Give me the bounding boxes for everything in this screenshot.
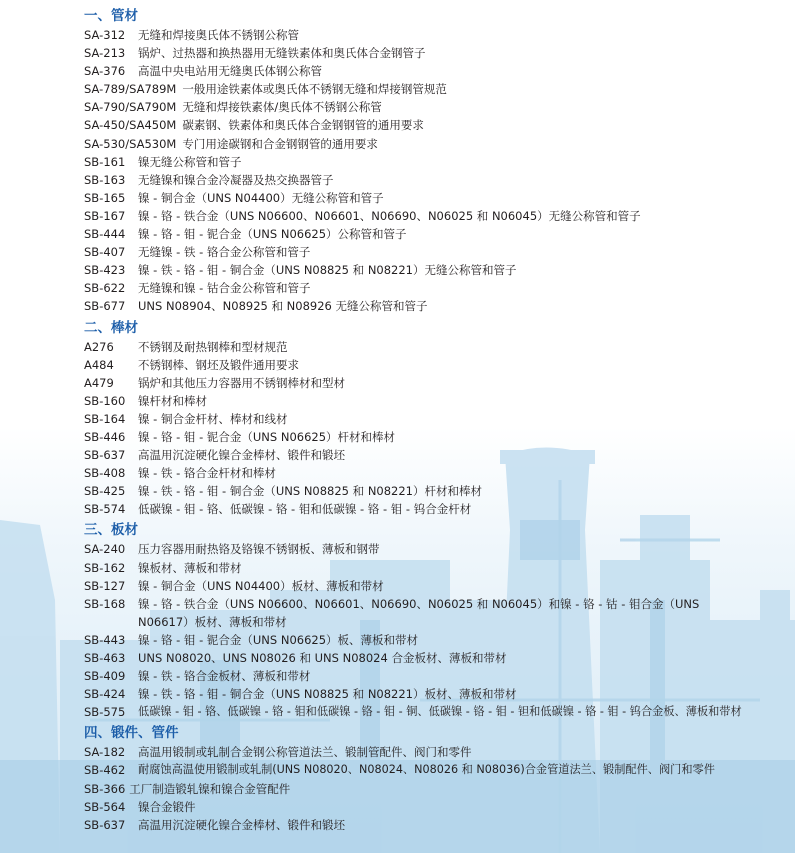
list-item: [84, 279, 789, 297]
list-item: [84, 374, 789, 392]
standard-code: SB-409: [84, 669, 126, 684]
standard-code: SB-446: [84, 429, 126, 444]
standard-description: 镍 - 铁 - 铬 - 钼 - 铜合金（UNS N08825 和 N08221）板材、薄板和带材: [138, 687, 517, 702]
list-item: [84, 135, 789, 153]
standard-description: 镍 - 铁 - 铬 - 钼 - 铜合金（UNS N08825 和 N08221）杆材和棒材: [138, 484, 482, 499]
standard-code: SB-574: [84, 502, 126, 517]
standard-description: 无缝镍和镍合金冷凝器及热交换器管子: [138, 172, 334, 187]
standard-code: SA-240: [84, 542, 126, 557]
standard-description: 镍 - 铬 - 铁合金（UNS N06600、N06601、N06690、N06025 和 N06045）和镍 - 铬 - 钴 - 钼合金（UNS N06617）板材、薄板和带材: [138, 596, 700, 629]
list-item: [84, 225, 789, 243]
standard-code: SB-462: [84, 763, 126, 778]
standard-code: SB-444: [84, 227, 126, 242]
standard-code: SB-622: [84, 281, 126, 296]
list-item: [84, 189, 789, 207]
standard-description: 不锈钢及耐热钢棒和型材规范: [138, 339, 288, 354]
standard-description: 镍杆材和棒材: [138, 393, 207, 408]
standard-code: SB-165: [84, 190, 126, 205]
standard-description: 镍合金锻件: [138, 799, 196, 814]
list-item: [84, 171, 789, 189]
standard-code: SB-160: [84, 393, 126, 408]
list-item: [84, 44, 789, 62]
standard-description: 高温用锻制或轧制合金钢公称管道法兰、锻制管配件、阀门和零件: [138, 745, 472, 760]
standard-code: SB-127: [84, 578, 126, 593]
standard-description: 无缝镍 - 铁 - 铬合金公称管和管子: [138, 245, 311, 260]
standard-description: UNS N08904、N08925 和 N08926 无缝公称管和管子: [138, 299, 428, 314]
standard-description: 低碳镍 - 钼 - 铬、低碳镍 - 铬 - 钼和低碳镍 - 铬 - 钼 - 钨合金杆材: [138, 502, 472, 517]
standard-code: SB-575: [84, 705, 126, 720]
standard-description: 不锈钢棒、钢坯及锻件通用要求: [138, 357, 299, 372]
standard-code: SB-167: [84, 208, 126, 223]
standard-code: SA-376: [84, 64, 126, 79]
standard-code: SA-312: [84, 28, 126, 42]
list-item: [84, 98, 789, 116]
list-item: [84, 261, 789, 279]
standard-description: 镍 - 铜合金杆材、棒材和线材: [138, 411, 288, 426]
standard-code: A484: [84, 357, 114, 372]
standard-code: SB-425: [84, 484, 126, 499]
section-title: 一、管材: [84, 8, 138, 24]
list-item: [84, 428, 789, 446]
list-item: [84, 464, 789, 482]
standard-description: 镍 - 铜合金（UNS N04400）无缝公称管和管子: [138, 190, 384, 205]
list-item: [84, 667, 789, 685]
standard-code: SB-407: [84, 245, 126, 260]
standard-code: SA-213: [84, 46, 126, 61]
standard-code: SB-443: [84, 632, 126, 647]
list-item: [84, 392, 789, 410]
standard-code: SB-164: [84, 411, 126, 426]
standard-description: 镍无缝公称管和管子: [138, 154, 242, 169]
standard-code: SB-424: [84, 687, 126, 702]
standard-description: 镍 - 铬 - 铁合金（UNS N06600、N06601、N06690、N06025 和 N06045）无缝公称管和管子: [138, 208, 641, 223]
section-forgings-fittings: [84, 723, 789, 833]
standard-description: 镍 - 铬 - 钼 - 铌合金（UNS N06625）杆材和棒材: [138, 429, 396, 444]
standard-description: 镍 - 铁 - 铬 - 钼 - 铜合金（UNS N08825 和 N08221）无缝公称管和管子: [138, 263, 517, 278]
list-item: [84, 816, 789, 834]
list-item: [84, 761, 789, 779]
standards-list: [84, 6, 789, 834]
standard-code: SB-162: [84, 560, 126, 575]
list-item: [84, 446, 789, 464]
list-item: [84, 62, 789, 80]
standard-description: 镍 - 铜合金（UNS N04400）板材、薄板和带材: [138, 578, 384, 593]
standard-code: A276: [84, 339, 114, 354]
standard-description: 高温用沉淀硬化镍合金棒材、锻件和锻坯: [138, 817, 345, 832]
standard-description: 高温中央电站用无缝奥氏体钢公称管: [138, 64, 322, 79]
list-item: [84, 631, 789, 649]
standard-description: 压力容器用耐热铬及铬镍不锈钢板、薄板和钢带: [138, 542, 380, 557]
standard-description: 镍 - 铁 - 铬合金板材、薄板和带材: [138, 669, 311, 684]
list-item: [84, 559, 789, 577]
standard-description: 无缝和焊接奥氏体不锈钢公称管: [138, 28, 299, 42]
list-item: [84, 116, 789, 134]
list-item: [84, 338, 789, 356]
section-plates: [84, 520, 789, 721]
standard-code: SB-423: [84, 263, 126, 278]
standard-description: 耐腐蚀高温使用锻制或轧制(UNS N08020、N08024、N08026 和 N08036)合金管道法兰、锻制配件、阀门和零件: [138, 763, 715, 777]
standard-description: UNS N08020、UNS N08026 和 UNS N08024 合金板材、薄板和带材: [138, 651, 507, 665]
standard-code: SB-564: [84, 799, 126, 814]
standard-code: SA-790/SA790M: [84, 100, 177, 115]
standard-code: SA-182: [84, 745, 126, 760]
list-item: [84, 80, 789, 98]
standard-description: 碳素钢、铁素体和奥氏体合金钢钢管的通用要求: [182, 118, 424, 133]
standard-code: A479: [84, 375, 114, 390]
list-item: [84, 743, 789, 761]
standard-code: SB-637: [84, 448, 126, 463]
section-bars: [84, 318, 789, 519]
list-item: [84, 577, 789, 595]
standard-description: 无缝和焊接铁素体/奥氏体不锈钢公称管: [182, 100, 382, 115]
list-item: [84, 540, 789, 558]
standard-description: 一般用途铁素体或奥氏体不锈钢无缝和焊接钢管规范: [182, 82, 447, 97]
list-item: [84, 685, 789, 703]
section-title: 四、锻件、管件: [84, 725, 179, 742]
list-item: [84, 798, 789, 816]
list-item: [84, 500, 789, 518]
standard-code: SB-366: [84, 781, 126, 796]
list-item: [84, 780, 789, 798]
standard-description: 镍 - 铬 - 钼 - 铌合金（UNS N06625）公称管和管子: [138, 227, 407, 242]
standard-description: 专门用途碳钢和合金钢钢管的通用要求: [182, 136, 378, 151]
standard-code: SB-463: [84, 651, 126, 665]
standard-description: 镍 - 铬 - 钼 - 铌合金（UNS N06625）板、薄板和带材: [138, 632, 419, 647]
standard-code: SB-637: [84, 817, 126, 832]
section-pipes: [84, 6, 789, 316]
standard-description: 无缝镍和镍 - 钴合金公称管和管子: [138, 281, 311, 296]
list-item: [84, 649, 789, 667]
standard-description: 镍 - 铁 - 铬合金杆材和棒材: [138, 466, 276, 481]
list-item: [84, 153, 789, 171]
standard-code: SB-163: [84, 172, 126, 187]
standard-code: SB-168: [84, 596, 126, 611]
standard-code: SA-530/SA530M: [84, 136, 177, 151]
list-item: [84, 26, 789, 44]
list-item: [84, 482, 789, 500]
standard-description: 工厂制造锻轧镍和镍合金管配件: [129, 781, 291, 796]
list-item: [84, 703, 789, 721]
section-title: 三、板材: [84, 522, 138, 539]
standard-code: SB-677: [84, 299, 126, 314]
standard-code: SB-408: [84, 466, 126, 481]
standard-description: 镍板材、薄板和带材: [138, 560, 242, 575]
standard-code: SB-161: [84, 154, 126, 169]
list-item: [84, 356, 789, 374]
standard-description: 锅炉、过热器和换热器用无缝铁素体和奥氏体合金钢管子: [138, 46, 426, 61]
section-title: 二、棒材: [84, 319, 138, 336]
standard-description: 低碳镍 - 钼 - 铬、低碳镍 - 铬 - 钼和低碳镍 - 铬 - 钼 - 铜、低碳镍 - 铬 - 钼 - 钽和低碳镍 - 铬 - 钼 - 钨合金板、薄板和带材: [138, 705, 742, 719]
standard-description: 高温用沉淀硬化镍合金棒材、锻件和锻坯: [138, 448, 345, 463]
standard-description: 锅炉和其他压力容器用不锈钢棒材和型材: [138, 375, 345, 390]
standard-code: SA-450/SA450M: [84, 118, 177, 133]
list-item: [84, 297, 789, 315]
list-item: [84, 207, 789, 225]
list-item: [84, 410, 789, 428]
list-item: [84, 595, 789, 631]
standard-code: SA-789/SA789M: [84, 82, 177, 97]
list-item: [84, 243, 789, 261]
